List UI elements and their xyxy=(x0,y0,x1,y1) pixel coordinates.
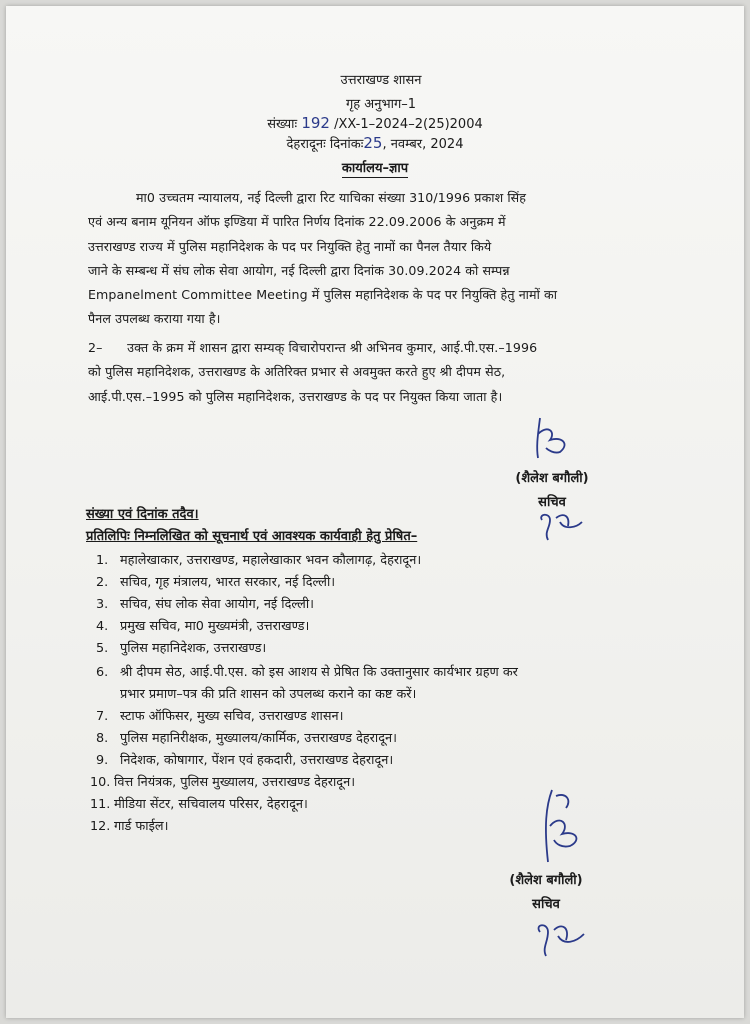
paragraph-2 xyxy=(88,336,698,409)
list-item: 12. गार्ड फाईल। xyxy=(90,819,169,834)
signatory-name: (शैलेश बगौली) xyxy=(509,873,583,888)
signatory-name: (शैलेश बगौली) xyxy=(515,471,589,486)
date-handwritten: 25 xyxy=(363,134,383,152)
order-number xyxy=(0,114,750,132)
signatory-block-1 xyxy=(492,468,612,510)
para1-line: पैनल उपलब्ध कराया गया है। xyxy=(88,311,221,327)
para1-line: उत्तराखण्ड राज्य में पुलिस महानिदेशक के पद पर नियुक्ति हेतु नामों का पैनल तैयार किये xyxy=(88,238,492,254)
list-item: 7. स्टाफ ऑफिसर, मुख्य सचिव, उत्तराखण्ड शासन। xyxy=(96,709,344,724)
para1-line: मा0 उच्चतम न्यायालय, नई दिल्ली द्वारा रिट याचिका संख्या 310/1996 प्रकाश सिंह xyxy=(136,190,527,205)
para2-line: आई.पी.एस.–1995 को पुलिस महानिदेशक, उत्तराखण्ड के पद पर नियुक्त किया जाता है। xyxy=(88,388,503,404)
order-date xyxy=(0,134,750,152)
list-item: 9. निदेशक, कोषागार, पेंशन एवं हकदारी, उत्तराखण्ड देहरादून। xyxy=(96,753,394,768)
signatory-designation: सचिव xyxy=(538,495,566,510)
list-item: 5. पुलिस महानिदेशक, उत्तराखण्ड। xyxy=(96,641,267,656)
document-title: कार्यालय–ज्ञाप xyxy=(341,161,409,176)
date-label: देहरादूनः दिनांकः xyxy=(286,137,364,152)
para2-line: को पुलिस महानिदेशक, उत्तराखण्ड के अतिरिक्त प्रभार से अवमुक्त करते हुए श्री दीपम सेठ, xyxy=(88,364,506,380)
signature-scribble-2 xyxy=(526,786,596,866)
signature-scribble-1 xyxy=(526,414,586,464)
initials-scribble-1 xyxy=(536,510,586,544)
list-item: 3. सचिव, संघ लोक सेवा आयोग, नई दिल्ली। xyxy=(96,597,314,612)
signatory-designation: सचिव xyxy=(532,897,560,912)
list-item-continuation: प्रभार प्रमाण–पत्र की प्रति शासन को उपलब्ध कराने का कष्ट करें। xyxy=(120,687,417,702)
list-item: 2. सचिव, गृह मंत्रालय, भारत सरकार, नई दिल्ली। xyxy=(96,575,336,590)
date-rest: , नवम्बर, 2024 xyxy=(382,137,464,152)
number-label: संख्याः xyxy=(267,117,298,132)
list-item: 11. मीडिया सेंटर, सचिवालय परिसर, देहरादून। xyxy=(90,797,308,812)
para2-line: 2– उक्त के क्रम में शासन द्वारा सम्यक् विचारोपरान्त श्री अभिनव कुमार, आई.पी.एस.–1996 xyxy=(88,340,538,355)
list-item: 6. श्री दीपम सेठ, आई.पी.एस. को इस आशय से प्रेषित कि उक्तानुसार कार्यभार ग्रहण कर xyxy=(96,665,518,680)
government-name: उत्तराखण्ड शासन xyxy=(340,73,422,88)
signatory-block-2 xyxy=(486,870,606,912)
reference-line: संख्या एवं दिनांक तदैव। xyxy=(86,507,199,522)
para1-line: एवं अन्य बनाम यूनियन ऑफ इण्डिया में पारित निर्णय दिनांक 22.09.2006 के अनुक्रम में xyxy=(88,214,506,230)
paragraph-1 xyxy=(88,186,698,332)
copy-heading: प्रतिलिपिः निम्नलिखित को सूचनार्थ एवं आवश्यक कार्यवाही हेतु प्रेषित– xyxy=(86,529,418,544)
number-handwritten: 192 xyxy=(301,114,330,132)
list-item: 1. महालेखाकार, उत्तराखण्ड, महालेखाकार भवन कौलागढ़, देहरादून। xyxy=(96,553,422,568)
list-item: 4. प्रमुख सचिव, मा0 मुख्यमंत्री, उत्तराखण्ड। xyxy=(96,619,310,634)
list-item: 10. वित्त नियंत्रक, पुलिस मुख्यालय, उत्तराखण्ड देहरादून। xyxy=(90,775,356,790)
list-item: 8. पुलिस महानिरीक्षक, मुख्यालय/कार्मिक, उत्तराखण्ड देहरादून। xyxy=(96,731,397,746)
document-page xyxy=(6,6,744,1018)
initials-scribble-2 xyxy=(532,920,588,960)
para1-line: Empanelment Committee Meeting में पुलिस महानिदेशक के पद पर नियुक्ति हेतु नामों का xyxy=(88,287,558,303)
para1-line: जाने के सम्बन्ध में संघ लोक सेवा आयोग, नई दिल्ली द्वारा दिनांक 30.09.2024 को सम्पन्न xyxy=(88,262,510,278)
number-rest: /XX-1–2024–2(25)2004 xyxy=(334,117,483,132)
department-name: गृह अनुभाग–1 xyxy=(345,97,417,112)
